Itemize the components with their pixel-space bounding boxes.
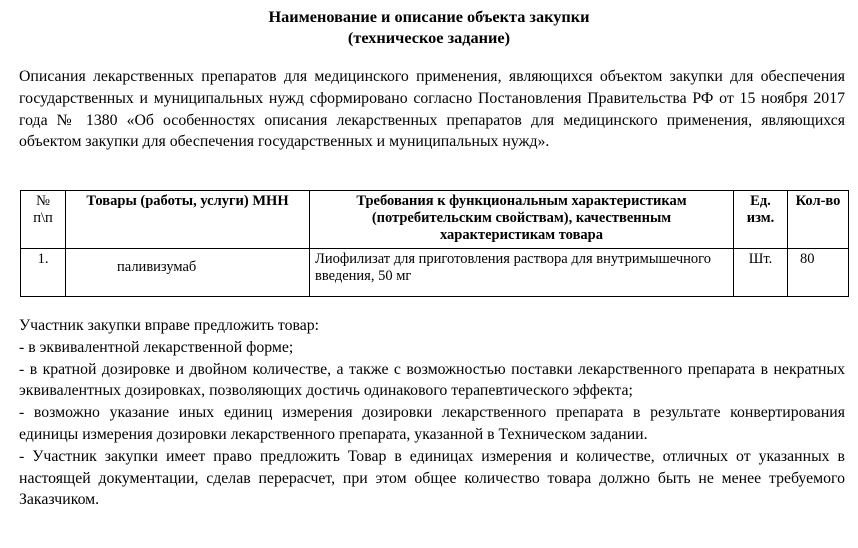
title-line-1: Наименование и описание объекта закупки: [268, 7, 590, 26]
conditions-lead: Участник закупки вправе предложить товар:: [19, 317, 320, 334]
condition-item-3: - возможно указание иных единиц измерения дозировки лекарственного препарата в результате конвертирования единицы измерения дозировки лекарственного препарата, указанной в Техническом задании.: [19, 404, 845, 443]
table-header-row: [21, 191, 849, 249]
header-qty: Кол-во: [788, 191, 849, 249]
conditions-section: [19, 315, 845, 511]
cell-qty: 80: [788, 249, 849, 297]
document-title: [0, 6, 858, 48]
header-goods: Товары (работы, услуги) МНН: [66, 191, 310, 249]
condition-item-1: - в эквивалентной лекарственной форме;: [19, 338, 294, 356]
cell-unit: Шт.: [734, 249, 788, 297]
cell-requirements: Лиофилизат для приготовления раствора для внутримышечного введения, 50 мг: [310, 249, 734, 297]
header-unit: Ед. изм.: [734, 191, 788, 249]
header-num: № п\п: [21, 191, 66, 249]
intro-paragraph: Описания лекарственных препаратов для медицинского применения, являющихся объектом закупки для обеспечения государственных и муниципальных нужд сформировано согласно Постановления Правительства РФ от 15 ноября 2017 года № 1380 «Об особенностях описания лекарственных препаратов для медицинского применения, являющихся объектом закупки для обеспечения государственных и муниципальных нужд».: [19, 68, 845, 151]
title-line-2: (техническое задание): [347, 28, 511, 47]
specification-table: [20, 190, 849, 297]
header-requirements: Требования к функциональным характеристикам (потребительским свойствам), качественным характеристикам товара: [310, 191, 734, 249]
table-row: [21, 249, 849, 297]
condition-item-4: - Участник закупки имеет право предложить Товар в единицах измерения и количестве, отличных от указанных в настоящей документации, сделав перерасчет, при этом общее количество товара должно быть не менее требуемого Заказчиком.: [19, 447, 845, 509]
cell-goods: паливизумаб: [66, 249, 310, 297]
cell-num: 1.: [21, 249, 66, 297]
condition-item-2: - в кратной дозировке и двойном количестве, а также с возможностью поставки лекарственного препарата в некратных эквивалентных дозировках, позволяющих достичь одинакового терапевтического эффекта;: [19, 360, 845, 400]
